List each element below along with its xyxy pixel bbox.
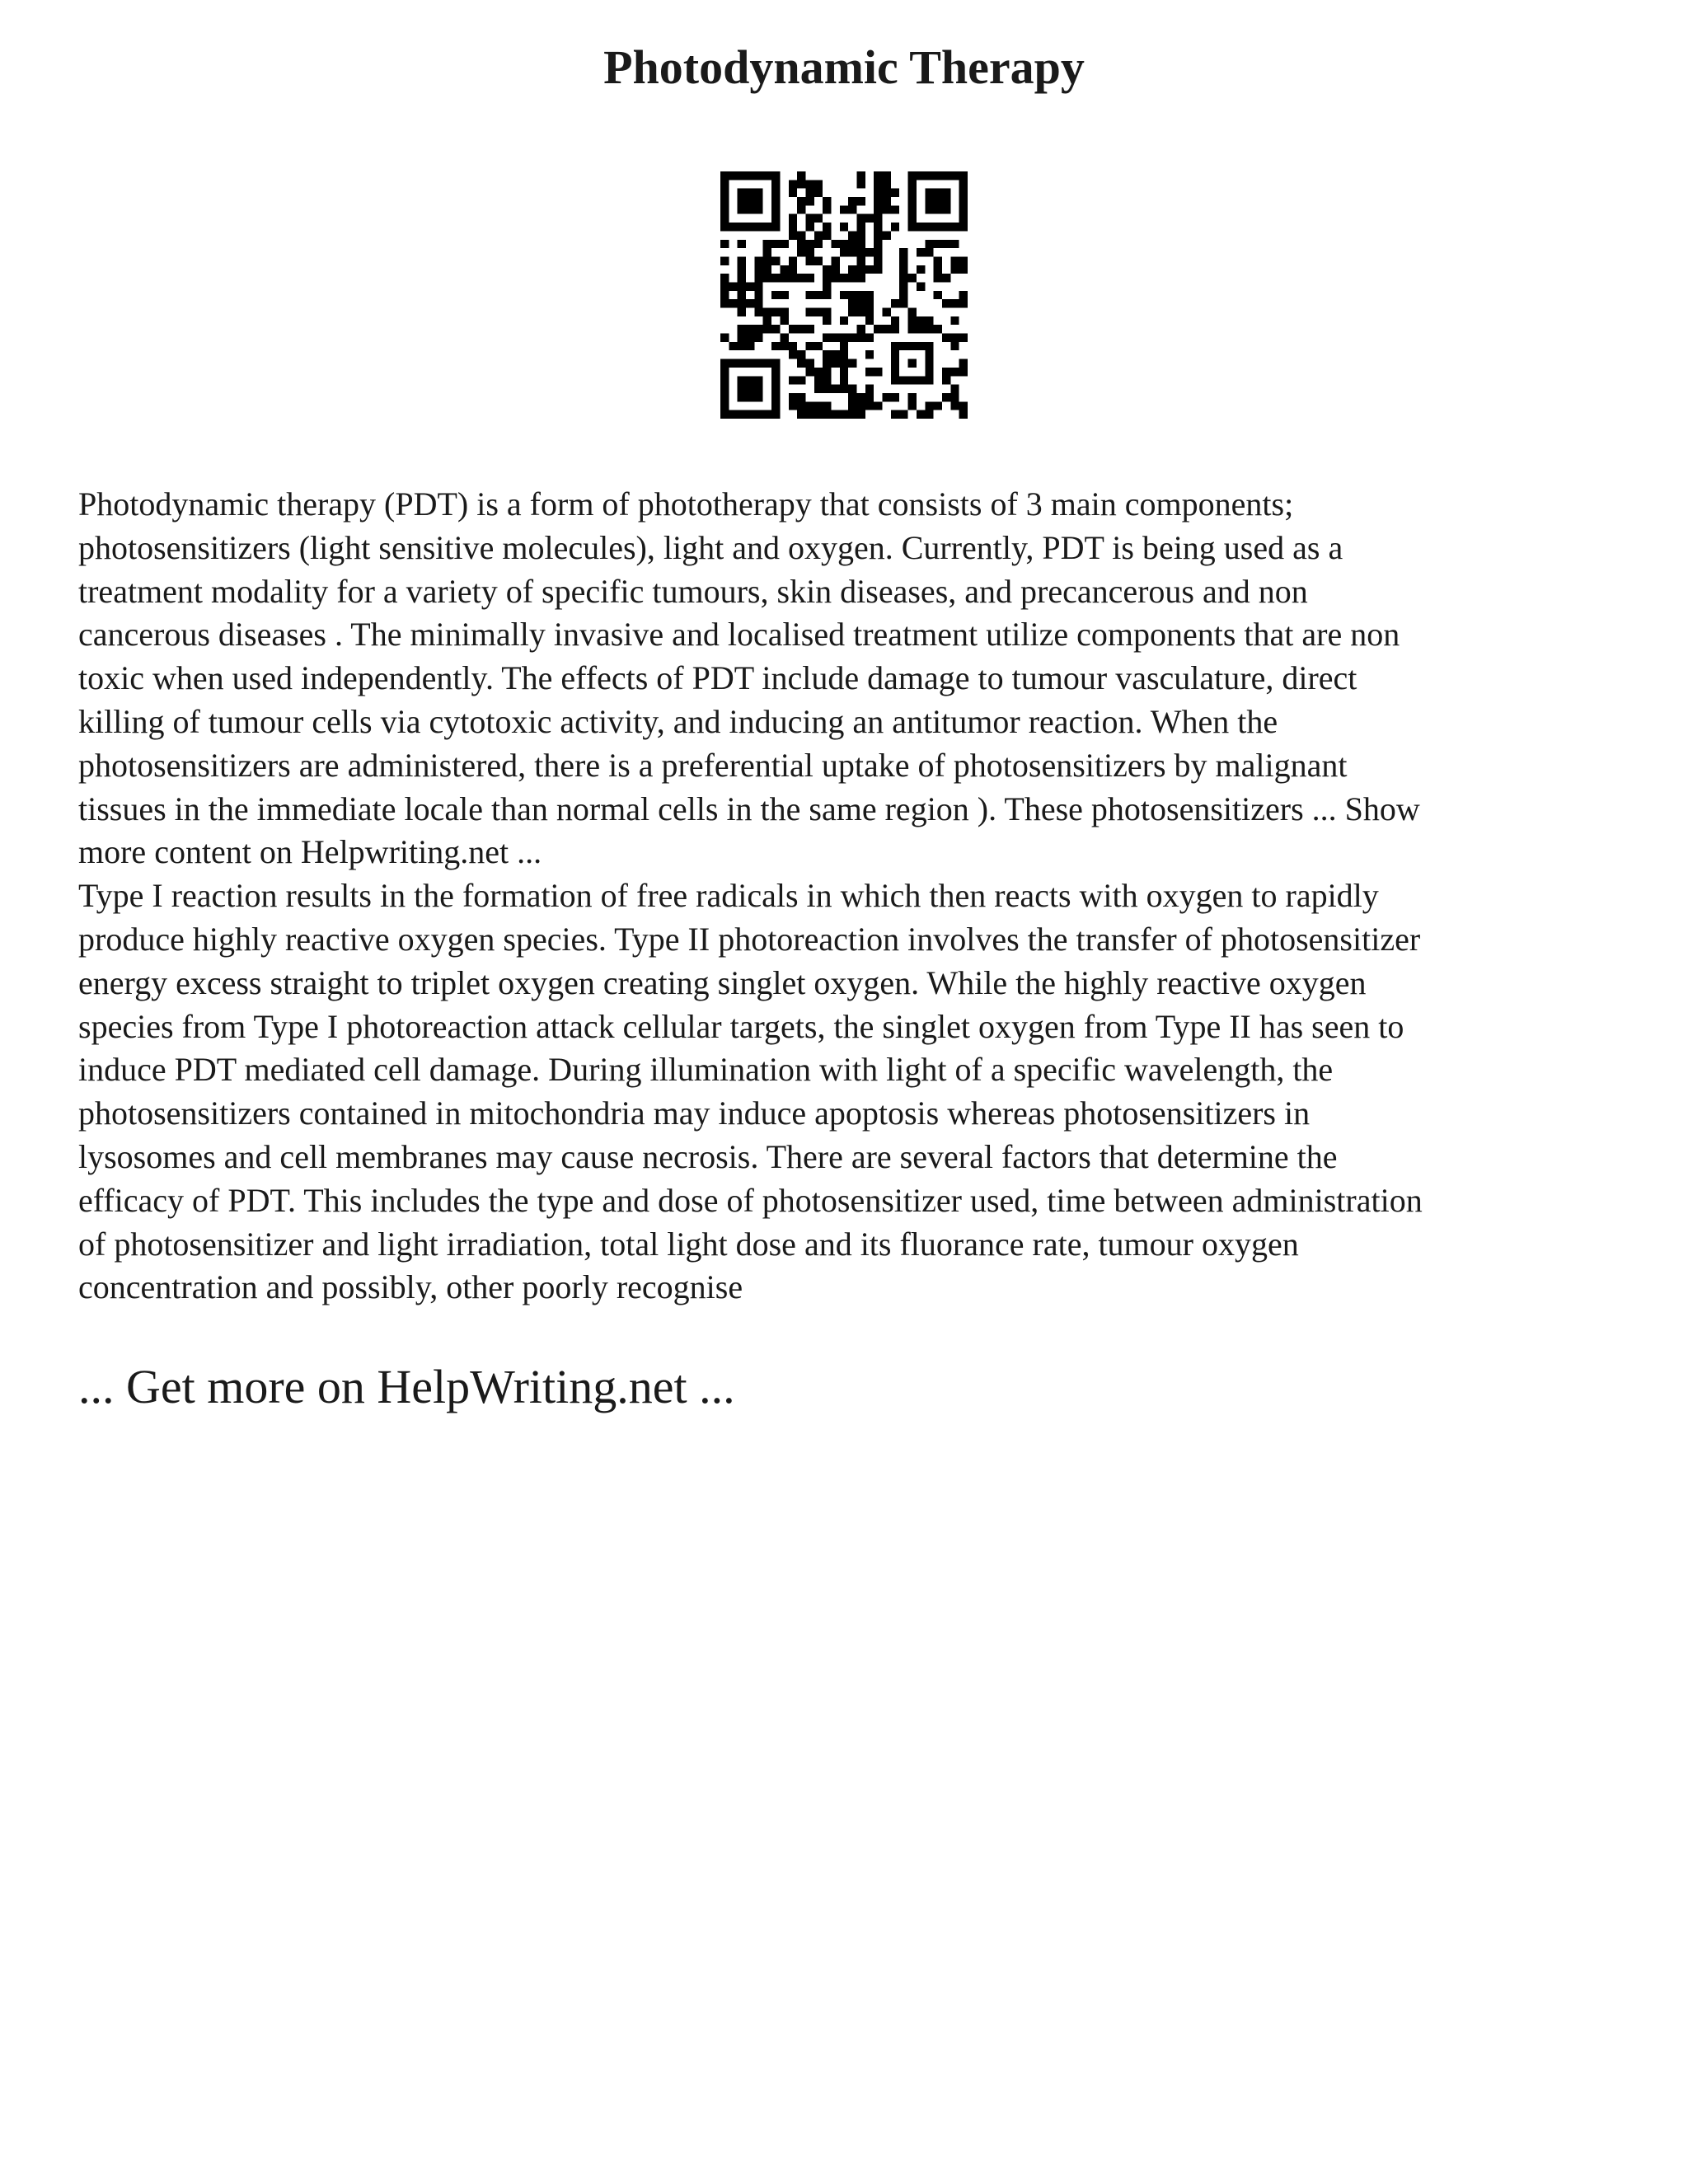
get-more-link[interactable]: ... Get more on HelpWriting.net ... [78,1360,735,1413]
article-body [78,483,1620,1310]
qr-code-icon [720,171,968,419]
paragraph: Type I reaction results in the formation of free radicals in which then reacts with oxygen to rapidly produce highly reactive oxygen species. Type II photoreaction involves the transfer of photosensitizer energy excess straight to triplet oxygen creating singlet oxygen. While the highly reactive oxygen species from Type I photoreaction attack cellular targets, the singlet oxygen from Type II has seen to induce PDT mediated cell damage. During illumination with light of a specific wavelength, the photosensitizers contained in mitochondria may induce apoptosis whereas photosensitizers in lysosomes and cell membranes may cause necrosis. There are several factors that determine the efficacy of PDT. This includes the type and dose of photosensitizer used, time between administration of photosensitizer and light irradiation, total light dose and its fluorance rate, tumour oxygen concentration and possibly, other poorly recognise [78,877,1423,1306]
page-title: Photodynamic Therapy [603,40,1085,94]
paragraph: Photodynamic therapy (PDT) is a form of phototherapy that consists of 3 main components; photosensitizers (light sensitive molecules), light and oxygen. Currently, PDT is being used as a treatment modality for a variety of specific tumours, skin diseases, and precancerous and non cancerous diseases . The minimally invasive and localised treatment utilize components that are non toxic when used independently. The effects of PDT include damage to tumour vasculature, direct killing of tumour cells via cytotoxic activity, and inducing an antitumor reaction. When the photosensitizers are administered, there is a preferential uptake of photosensitizers by malignant tissues in the immediate locale than normal cells in the same region ). These photosensitizers ... Show more content on Helpwriting.net ... [78,485,1420,871]
